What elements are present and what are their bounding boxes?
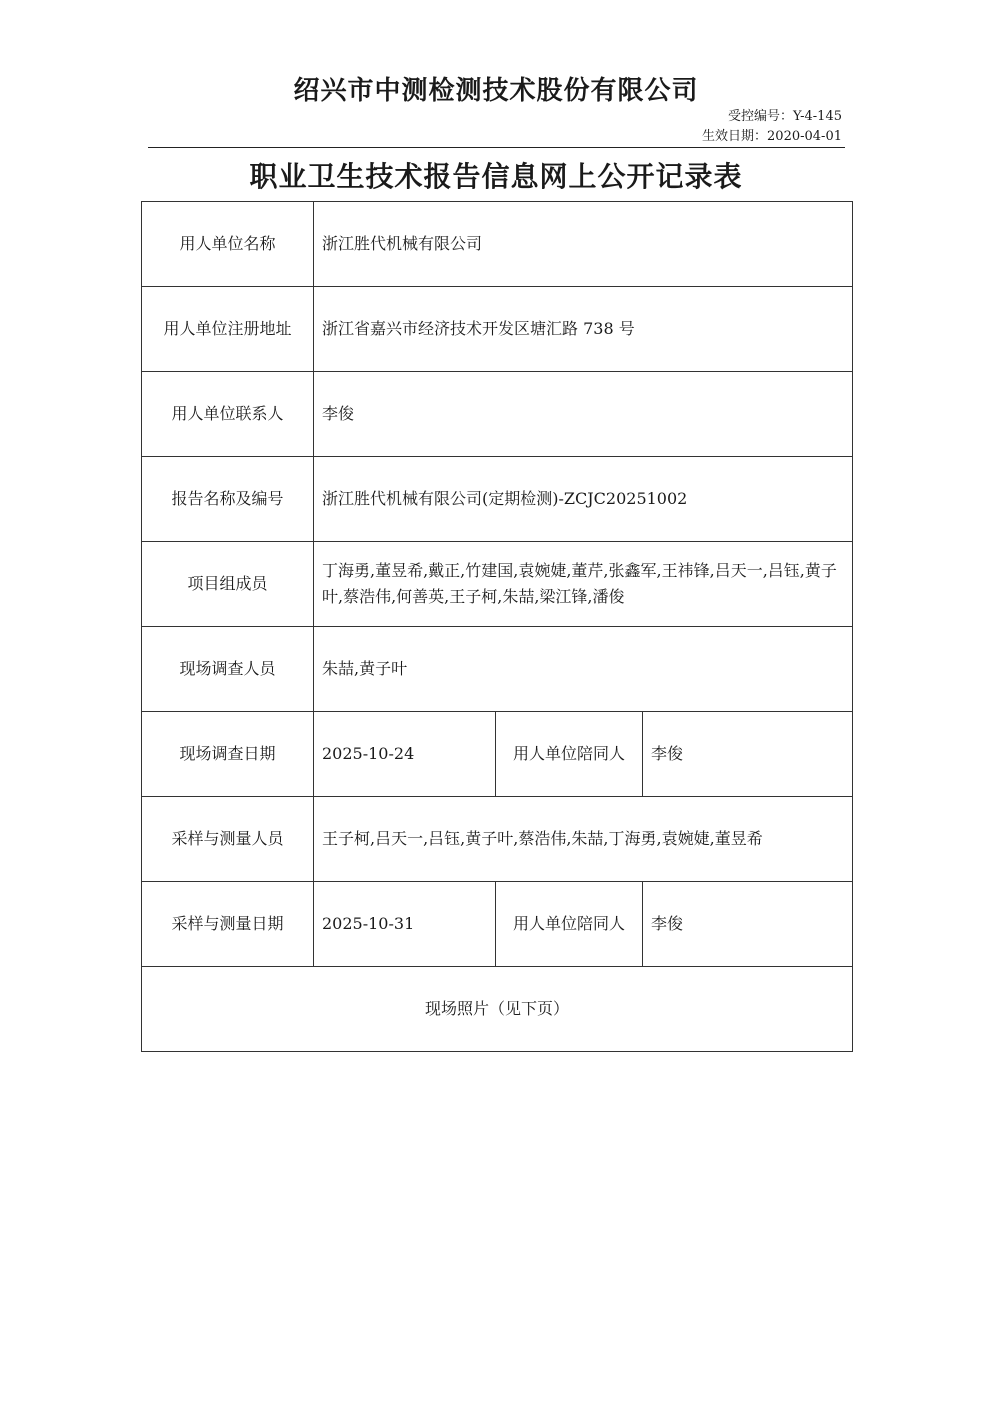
header-divider xyxy=(148,147,845,148)
members-value: 丁海勇,董昱希,戴正,竹建国,袁婉婕,董芹,张鑫军,王祎锋,吕天一,吕钰,黄子叶,蔡浩伟,何善英,王子柯,朱喆,梁江锋,潘俊 xyxy=(314,542,853,627)
employer-name-value: 浙江胜代机械有限公司 xyxy=(314,202,853,287)
table-row-photos xyxy=(142,967,853,1052)
sampling-escort-value: 李俊 xyxy=(643,882,853,967)
survey-staff-label: 现场调查人员 xyxy=(142,627,314,712)
table-row-survey-date xyxy=(142,712,853,797)
table-row-survey-staff xyxy=(142,627,853,712)
survey-date-label: 现场调查日期 xyxy=(142,712,314,797)
control-number: 受控编号：Y-4-145 xyxy=(727,109,842,124)
contact-value: 李俊 xyxy=(314,372,853,457)
record-table xyxy=(141,201,853,1052)
employer-name-label: 用人单位名称 xyxy=(142,202,314,287)
sampling-escort-label: 用人单位陪同人 xyxy=(496,882,643,967)
table-row-employer-name xyxy=(142,202,853,287)
sampling-staff-label: 采样与测量人员 xyxy=(142,797,314,882)
table-row-registered-address xyxy=(142,287,853,372)
table-row-contact xyxy=(142,372,853,457)
sampling-date-label: 采样与测量日期 xyxy=(142,882,314,967)
survey-date-value: 2025-10-24 xyxy=(314,712,496,797)
sampling-staff-value: 王子柯,吕天一,吕钰,黄子叶,蔡浩伟,朱喆,丁海勇,袁婉婕,董昱希 xyxy=(314,797,853,882)
survey-staff-value: 朱喆,黄子叶 xyxy=(314,627,853,712)
effective-date: 生效日期：2020-04-01 xyxy=(702,129,842,144)
sampling-date-value: 2025-10-31 xyxy=(314,882,496,967)
document-title: 职业卫生技术报告信息网上公开记录表 xyxy=(249,160,743,193)
table-row-sampling-staff xyxy=(142,797,853,882)
report-value: 浙江胜代机械有限公司(定期检测)-ZCJC20251002 xyxy=(314,457,853,542)
company-name: 绍兴市中测检测技术股份有限公司 xyxy=(293,76,699,106)
contact-label: 用人单位联系人 xyxy=(142,372,314,457)
registered-address-value: 浙江省嘉兴市经济技术开发区塘汇路 738 号 xyxy=(314,287,853,372)
survey-escort-label: 用人单位陪同人 xyxy=(496,712,643,797)
survey-escort-value: 李俊 xyxy=(643,712,853,797)
report-label: 报告名称及编号 xyxy=(142,457,314,542)
table-row-members xyxy=(142,542,853,627)
members-label: 项目组成员 xyxy=(142,542,314,627)
registered-address-label: 用人单位注册地址 xyxy=(142,287,314,372)
table-row-sampling-date xyxy=(142,882,853,967)
table-row-report xyxy=(142,457,853,542)
photos-note: 现场照片（见下页） xyxy=(142,967,853,1052)
